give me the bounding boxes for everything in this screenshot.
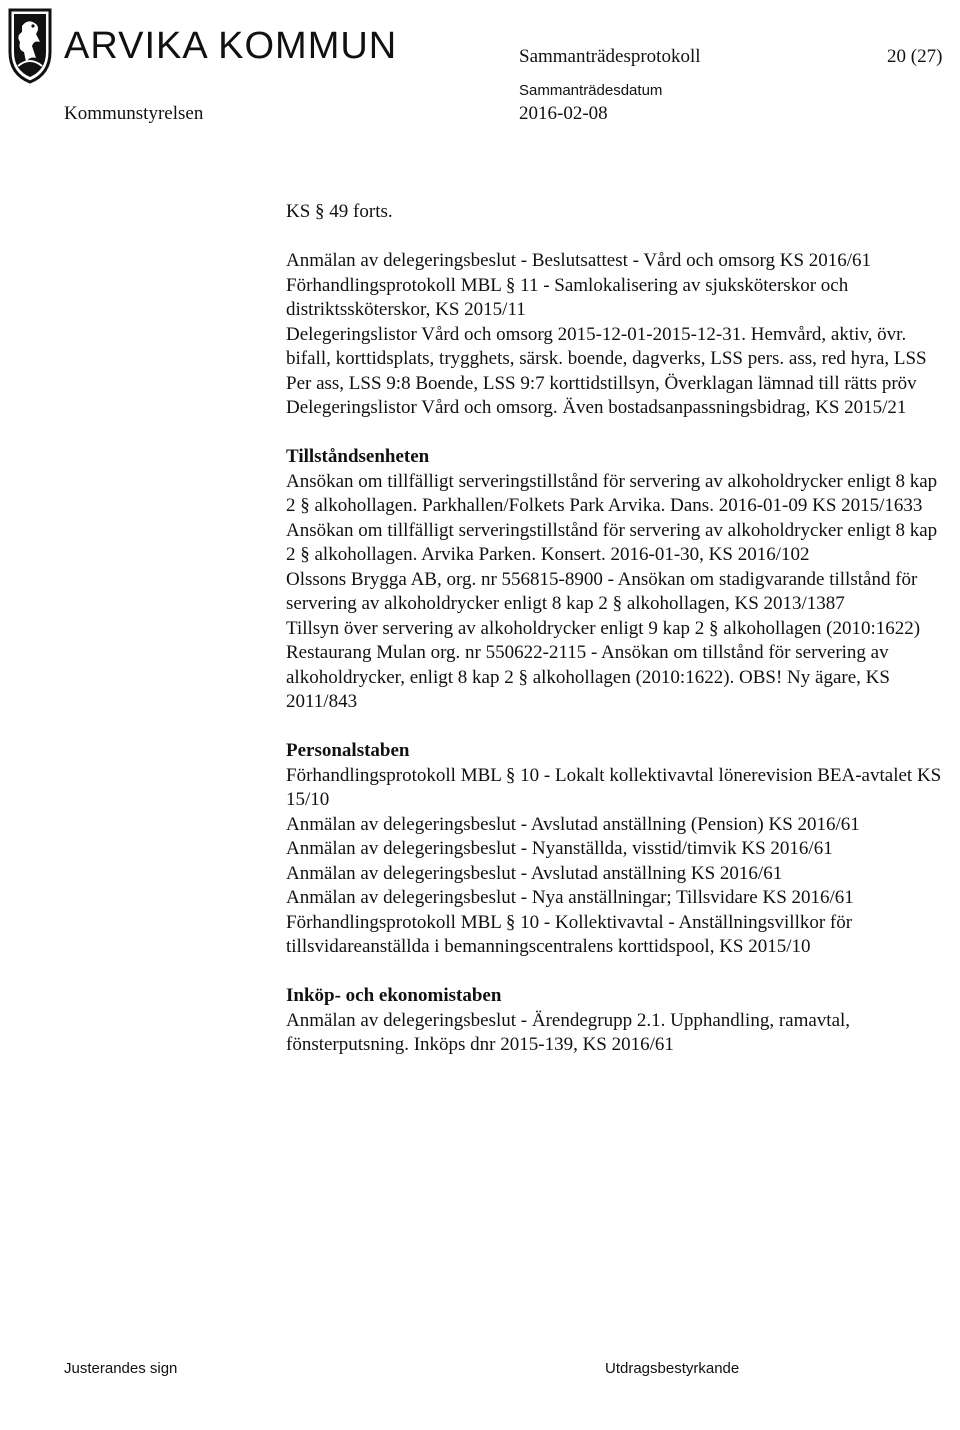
list-item: Förhandlingsprotokoll MBL § 10 - Kollektivavtal - Anställningsvillkor för tillsvidareanställda i bemanningscentralens korttidspool, KS 2015/10 [286,911,853,957]
list-item: Anmälan av delegeringsbeslut - Nya anställningar; Tillsvidare KS 2016/61 [286,887,854,908]
list-item: Anmälan av delegeringsbeslut - Beslutsattest - Vård och omsorg KS 2016/61 [286,250,872,271]
meeting-date: 2016-02-08 [519,103,608,124]
list-item: Anmälan av delegeringsbeslut - Avslutad anställning (Pension) KS 2016/61 [286,813,860,835]
footer-certification-label: Utdragsbestyrkande [605,1360,740,1377]
page-number: 20 (27) [887,46,943,67]
meeting-date-label: Sammanträdesdatum [519,82,663,99]
list-item: Anmälan av delegeringsbeslut - Avslutad anställning KS 2016/61 [286,862,783,884]
list-item: Förhandlingsprotokoll MBL § 10 - Lokalt kollektivavtal lönerevision BEA-avtalet KS 15/10 [286,764,942,810]
list-item: Ansökan om tillfälligt serveringstillstånd för servering av alkoholdrycker enligt 8 kap 2 § alkohollagen. Arvika Parken. Konsert. 2016-01-30, KS 2016/102 [286,519,938,565]
list-item: Olssons Brygga AB, org. nr 556815-8900 - Ansökan om stadigvarande tillstånd för servering av alkoholdrycker enligt 8 kap 2 § alkohollagen, KS 2013/1387 [286,568,918,614]
list-item: Tillsyn över servering av alkoholdrycker enligt 9 kap 2 § alkohollagen (2010:1622) [286,617,921,639]
footer-signature-label: Justerandes sign [64,1360,178,1377]
section-reference: KS § 49 forts. [286,201,393,222]
list-item: Restaurang Mulan org. nr 550622-2115 - Ansökan om tillstånd för servering av alkoholdrycker, enligt 8 kap 2 § alkohollagen (2010:1622). OBS! Ny ägare, KS 2011/843 [286,642,890,712]
section-heading: Personalstaben [286,740,410,761]
list-item: Delegeringslistor Vård och omsorg. Även bostadsanpassningsbidrag, KS 2015/21 [286,397,907,418]
section-tillstandsenheten [286,445,946,715]
protocol-title: Sammanträdesprotokoll [519,46,701,67]
list-item: Delegeringslistor Vård och omsorg 2015-12-01-2015-12-31. Hemvård, aktiv, övr. bifall, korttidsplats, trygghets, särsk. boende, dagverks, LSS pers. ass, red hyra, LSS Per ass, LSS 9:8 Boende, LSS 9:7 korttidstillsyn, Överklagan lämnad till rätts pröv [286,323,927,394]
organization-name: Kommunstyrelsen [64,103,204,124]
list-item: Förhandlingsprotokoll MBL § 11 - Samlokalisering av sjuksköterskor och distriktssköterskor, KS 2015/11 [286,274,849,320]
coat-of-arms-icon [6,6,54,86]
section-inkop-ekonomistaben [286,984,946,1058]
section-personalstaben [286,739,946,960]
document-body [286,200,946,1058]
section-heading: Tillståndsenheten [286,446,430,467]
section-heading: Inköp- och ekonomistaben [286,985,502,1006]
list-item: Anmälan av delegeringsbeslut - Nyanställda, visstid/timvik KS 2016/61 [286,838,833,859]
intro-block [286,249,946,421]
list-item: Anmälan av delegeringsbeslut - Ärendegrupp 2.1. Upphandling, ramavtal, fönsterputsning. Inköps dnr 2015-139, KS 2016/61 [286,1009,851,1055]
municipality-brand: ARVIKA KOMMUN [64,25,398,67]
list-item: Ansökan om tillfälligt serveringstillstånd för servering av alkoholdrycker enligt 8 kap 2 § alkohollagen. Parkhallen/Folkets Park Arvika. Dans. 2016-01-09 KS 2015/1633 [286,470,938,516]
